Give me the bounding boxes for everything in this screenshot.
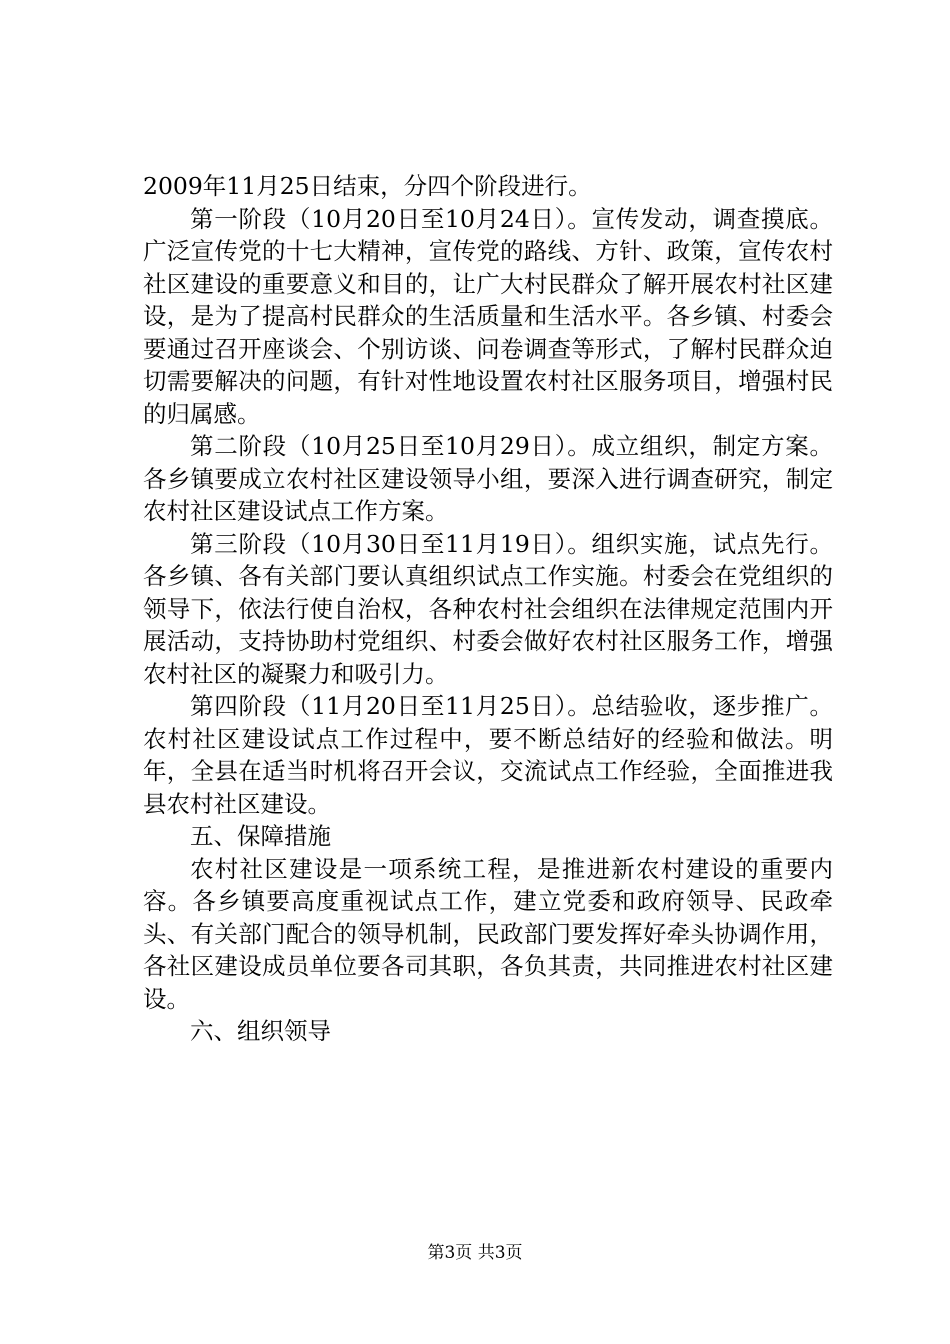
document-body <box>143 170 833 1048</box>
paragraph-continuation: 2009年11月25日结束，分四个阶段进行。 <box>143 172 592 200</box>
page-number: 第3页 共3页 <box>427 1243 523 1263</box>
section-heading-leadership: 六、组织领导 <box>190 1017 331 1045</box>
paragraph-phase-two: 第二阶段（10月25日至10月29日）。成立组织，制定方案。各乡镇要成立农村社区建设领导小组，要深入进行调查研究，制定农村社区建设试点工作方案。 <box>143 432 833 525</box>
paragraph-safeguards: 农村社区建设是一项系统工程，是推进新农村建设的重要内容。各乡镇要高度重视试点工作，建立党委和政府领导、民政牵头、有关部门配合的领导机制，民政部门要发挥好牵头协调作用，各社区建设成员单位要各司其职，各负其责，共同推进农村社区建设。 <box>143 854 833 1013</box>
paragraph-phase-four: 第四阶段（11月20日至11月25日）。总结验收，逐步推广。农村社区建设试点工作过程中，要不断总结好的经验和做法。明年，全县在适当时机将召开会议，交流试点工作经验，全面推进我县农村社区建设。 <box>143 692 833 818</box>
page-footer <box>0 1242 950 1264</box>
paragraph-phase-three: 第三阶段（10月30日至11月19日）。组织实施，试点先行。各乡镇、各有关部门要认真组织试点工作实施。村委会在党组织的领导下，依法行使自治权，各种农村社会组织在法律规定范围内开展活动，支持协助村党组织、村委会做好农村社区服务工作，增强农村社区的凝聚力和吸引力。 <box>143 529 833 688</box>
paragraph-phase-one: 第一阶段（10月20日至10月24日）。宣传发动，调查摸底。广泛宣传党的十七大精神，宣传党的路线、方针、政策，宣传农村社区建设的重要意义和目的，让广大村民群众了解开展农村社区建设，是为了提高村民群众的生活质量和生活水平。各乡镇、村委会要通过召开座谈会、个别访谈、问卷调查等形式，了解村民群众迫切需要解决的问题，有针对性地设置农村社区服务项目，增强村民的归属感。 <box>143 204 833 428</box>
section-heading-safeguards: 五、保障措施 <box>190 822 331 850</box>
